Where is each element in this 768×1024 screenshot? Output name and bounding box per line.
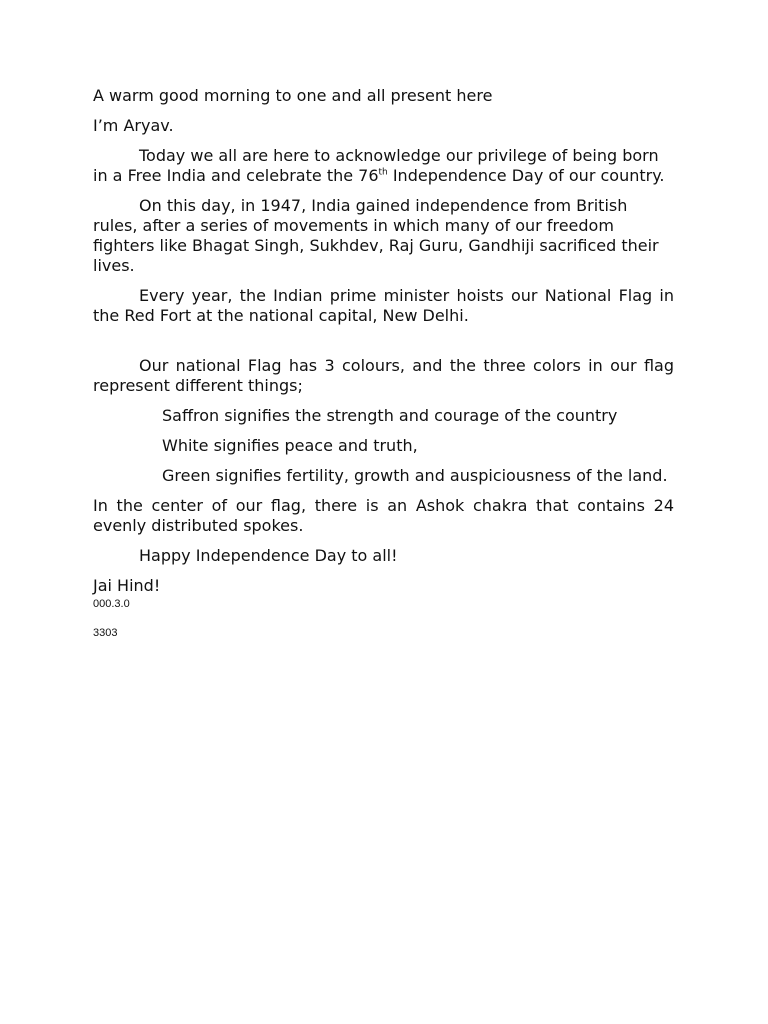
paragraph-privilege: [93, 146, 674, 186]
color-item-saffron: Saffron signifies the strength and courage of the country: [162, 406, 618, 425]
greeting-line: A warm good morning to one and all present here: [93, 86, 493, 105]
signoff-line: Jai Hind!: [93, 576, 161, 595]
color-item-white: White signifies peace and truth,: [162, 436, 418, 455]
blank-line: [93, 336, 674, 356]
paragraph-history: On this day, in 1947, India gained independence from British rules, after a series of movements in which many of our freedom fighters like Bhagat Singh, Sukhdev, Raj Guru, Gandhiji sacrificed their lives.: [93, 196, 659, 275]
paragraph-flag-hoisting: Every year, the Indian prime minister hoists our National Flag in the Red Fort at the national capital, New Delhi.: [93, 286, 674, 325]
footer-code-1: 000.3.0: [93, 598, 130, 610]
paragraph-ashok-chakra: In the center of our flag, there is an Ashok chakra that contains 24 evenly distributed spokes.: [93, 496, 674, 535]
closing-line: Happy Independence Day to all!: [139, 546, 398, 565]
intro-line: I’m Aryav.: [93, 116, 174, 135]
document-page: [93, 86, 674, 640]
paragraph-privilege-text-start: Today we all are here to acknowledge our privilege of being born in a Free India and celebrate the 76: [93, 146, 659, 185]
paragraph-privilege-text-end: Independence Day of our country.: [387, 166, 665, 185]
footer-code-2: 3303: [93, 627, 118, 639]
color-item-green: Green signifies fertility, growth and auspiciousness of the land.: [162, 466, 668, 485]
ordinal-superscript: th: [378, 167, 388, 178]
paragraph-flag-colours: Our national Flag has 3 colours, and the three colors in our flag represent different things;: [93, 356, 674, 395]
